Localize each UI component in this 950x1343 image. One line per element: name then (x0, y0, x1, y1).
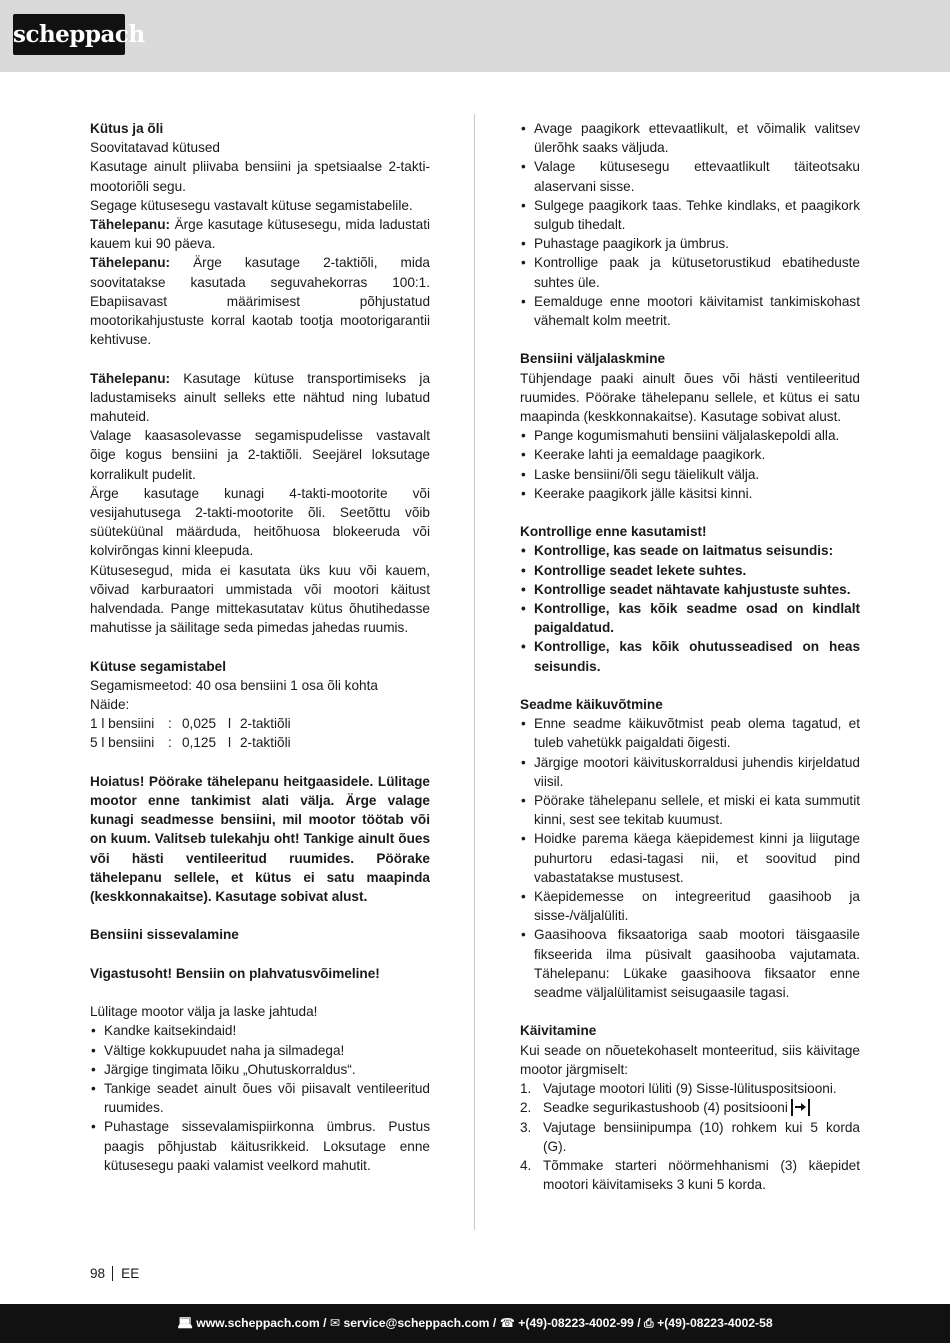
left-column (90, 119, 430, 1175)
page-number (90, 1264, 139, 1283)
section-title-drain: Bensiini väljalaskmine (520, 351, 666, 367)
mix-table-row: 5 l bensiini : 0,125 l 2-taktiõli (90, 735, 291, 751)
step-item: 1. Vajutage mootori lüliti (9) Sisse-lülituspositsiooni. (520, 1081, 837, 1097)
phone-icon: ☎ (499, 1316, 515, 1330)
column-divider (474, 114, 475, 1230)
list-item: • Puhastage sissevalamispiirkonna ümbrus. Pustus paagis põhjustab käitusrikkeid. Loksutage enne kütusesegu paaki valamist veelkord mahutit. (90, 1117, 430, 1175)
paragraph: Valage kaasasolevasse segamispudelisse vastavalt õige kogus bensiini ja 2-taktiõli. Seejärel loksutage korralikult pudelit. (90, 428, 430, 482)
page-language: EE (121, 1266, 140, 1281)
page-header (0, 0, 950, 72)
footer-fax: +(49)-08223-4002-58 (657, 1316, 773, 1330)
explosion-warning: Vigastusoht! Bensiin on plahvatusvõimeline! (90, 965, 380, 981)
list-item: • Enne seadme käikuvõtmist peab olema tagatud, et tuleb vahetükk paigaldati õigesti. (520, 714, 860, 752)
refuel-list (90, 1021, 430, 1175)
list-item: • Valage kütusesegu ettevaatlikult täiteotsaku alaservani sisse. (520, 157, 860, 195)
list-item: • Tankige seadet ainult õues või piisavalt ventileeritud ruumides. (90, 1079, 430, 1117)
list-item: • Gaasihoova fiksaatoriga saab mootori täisgaasile fikseerida ilma püsivalt gaasihooba vajutamata. Tähelepanu: Lükake gaasihoova fiksaator enne seadme väljalülitamist seisugaasile tagasi. (520, 925, 860, 1002)
footer-website[interactable]: www.scheppach.com (196, 1316, 320, 1330)
check-list (520, 541, 860, 675)
note-text: Kasutage kütuse transportimiseks ja ladustamiseks ainult selleks ette nähtud ning lubatud mahuteid. (90, 370, 430, 425)
start-steps (520, 1079, 860, 1194)
page-number-divider (112, 1266, 113, 1281)
paragraph: Ärge kasutage kunagi 4-takti-mootorite või vesijahutusega 2-takti-mootorite õli. Seetõttu võib süüteküünal määrduda, heitõhuosa blokeeruda või kolvirõngas kinni kleepuda. (90, 485, 430, 559)
list-item: • Laske bensiini/õli segu täielikult välja. (520, 465, 860, 484)
note-paragraph (90, 253, 430, 349)
paragraph: Kütusesegud, mida ei kasutata üks kuu või kauem, võivad karburaatori ummistada või mootori käitust halvendada. Pange mittekasutatav kütus õhutihedasse mahutisse ja säilitage seda pimedas jahedas ruumis. (90, 562, 430, 636)
mail-icon: ✉ (329, 1316, 341, 1330)
section-title-mix-table: Kütuse segamistabel (90, 658, 226, 674)
note-paragraph (90, 369, 430, 427)
startup-list (520, 714, 860, 1002)
right-column (520, 119, 860, 1194)
list-item: • Sulgege paagikork taas. Tehke kindlaks, et paagikork sulgub tihedalt. (520, 196, 860, 234)
scheppach-logo: scheppach (13, 14, 125, 55)
choke-icon (791, 1099, 810, 1116)
list-item: • Kontrollige paak ja kütusetorustikud ebatiheduste suhtes üle. (520, 253, 860, 291)
note-text: Ärge kasutage 2-taktiõli, mida soovitatakse kasutada seguvahekorras 100:1. Ebapiisavast määrimisest põhjustatud mootorikahjustuste korral kaotab tootja mootorigarantii kehtivuse. (90, 255, 430, 348)
list-item: • Hoidke parema käega käepidemest kinni ja liigutage puhurtoru edasi-tagasi nii, et soovitud pind vabastatakse mustusest. (520, 829, 860, 887)
page-footer: 💻︎ www.scheppach.com / ✉ service@scheppach.com / ☎ +(49)-08223-4002-99 / ⎙ +(49)-08223-4002-58 (0, 1304, 950, 1343)
list-item: • Järgige mootori käivituskorraldusi juhendis kirjeldatud viisil. (520, 753, 860, 791)
paragraph: Kasutage ainult pliivaba bensiini ja spetsiaalse 2-takti-mootoriõli segu. (90, 159, 430, 194)
list-item: • Pange kogumismahuti bensiini väljalaskepoldi alla. (520, 426, 860, 445)
drain-list (520, 426, 860, 503)
note-label: Tähelepanu: (90, 370, 171, 386)
warning-block: Hoiatus! Pöörake tähelepanu heitgaasidele. Lülitage mootor enne tankimist alati välja. Ärge valage kunagi seadmesse bensiini, mil mootor töötab või on kuum. Valitseb tulekahju oht! Tankige ainult õues või hästi ventileeritud ruumides. Pöörake tähelepanu sellele, et kütus ei satu maapinda (keskkonnakaitse). Kasutage sobivat alust. (90, 773, 430, 905)
section-title-fuel: Kütus ja õli (90, 121, 164, 136)
paragraph: Segage kütusesegu vastavalt kütuse segamistabelile. (90, 197, 413, 213)
list-item: • Avage paagikork ettevaatlikult, et võimalik valitsev ülerõhk saaks väljuda. (520, 119, 860, 157)
paragraph: Näide: (90, 697, 130, 713)
list-item: • Kontrollige, kas kõik seadme osad on kindlalt paigaldatud. (520, 599, 860, 637)
list-item: • Kontrollige, kas seade on laitmatus seisundis: (520, 541, 860, 560)
list-item: • Kontrollige, kas kõik ohutusseadised on heas seisundis. (520, 637, 860, 675)
paragraph: Tühjendage paaki ainult õues või hästi ventileeritud ruumides. Pöörake tähelepanu sellele, et kütus ei satu maapinda (keskkonnakaitse). Kasutage sobivat alust. (520, 370, 860, 425)
list-item: • Keerake lahti ja eemaldage paagikork. (520, 445, 860, 464)
note-label: Tähelepanu: (90, 255, 171, 271)
mix-table-row: 1 l bensiini : 0,025 l 2-taktiõli (90, 716, 291, 732)
list-item: • Kontrollige seadet lekete suhtes. (520, 561, 860, 580)
list-item: • Eemalduge enne mootori käivitamist tankimiskohast vähemalt kolm meetrit. (520, 292, 860, 330)
section-title-refuel: Bensiini sissevalamine (90, 927, 239, 943)
section-title-startup: Seadme käikuvõtmine (520, 697, 663, 713)
footer-email[interactable]: service@scheppach.com (343, 1316, 490, 1330)
list-item: • Vältige kokkupuudet naha ja silmadega! (90, 1041, 430, 1060)
list-item: • Pöörake tähelepanu sellele, et miski ei kata summutit kinni, sest see tekitab kuumust. (520, 791, 860, 829)
page-number-value: 98 (90, 1266, 106, 1281)
list-item: • Kontrollige seadet nähtavate kahjustuste suhtes. (520, 580, 860, 599)
note-label: Tähelepanu: (90, 217, 171, 233)
list-item: • Kandke kaitsekindaid! (90, 1021, 430, 1040)
list-item: • Puhastage paagikork ja ümbrus. (520, 234, 860, 253)
refuel-list-continued (520, 119, 860, 330)
list-item: • Järgige tingimata lõiku „Ohutuskorraldus“. (90, 1060, 430, 1079)
paragraph: Segamismeetod: 40 osa bensiini 1 osa õli kohta (90, 677, 378, 693)
step-item: 3. Vajutage bensiinipumpa (10) rohkem kui 5 korda (G). (520, 1119, 860, 1154)
paragraph: Soovitatavad kütused (90, 140, 220, 156)
step-item: 2. Seadke segurikastushoob (4) positsiooni (520, 1098, 860, 1117)
note-text: Ärge kasutage kütusesegu, mida ladustati kauem kui 90 päeva. (90, 217, 430, 252)
fax-icon: ⎙ (643, 1316, 654, 1330)
footer-phone: +(49)-08223-4002-99 (518, 1316, 634, 1330)
section-title-check: Kontrollige enne kasutamist! (520, 524, 707, 540)
list-item: • Käepidemesse on integreeritud gaasihoob ja sisse-/väljalüliti. (520, 887, 860, 925)
computer-icon: 💻︎ (177, 1316, 193, 1330)
paragraph: Kui seade on nõuetekohaselt monteeritud, siis käivitage mootor järgmiselt: (520, 1042, 860, 1077)
list-item: • Keerake paagikork jälle käsitsi kinni. (520, 484, 860, 503)
note-paragraph (90, 215, 430, 253)
section-title-start: Käivitamine (520, 1023, 597, 1039)
paragraph: Lülitage mootor välja ja laske jahtuda! (90, 1004, 318, 1020)
step-item: 4. Tõmmake starteri nöörmehhanismi (3) käepidet mootori käivitamiseks 3 kuni 5 korda. (520, 1157, 860, 1193)
